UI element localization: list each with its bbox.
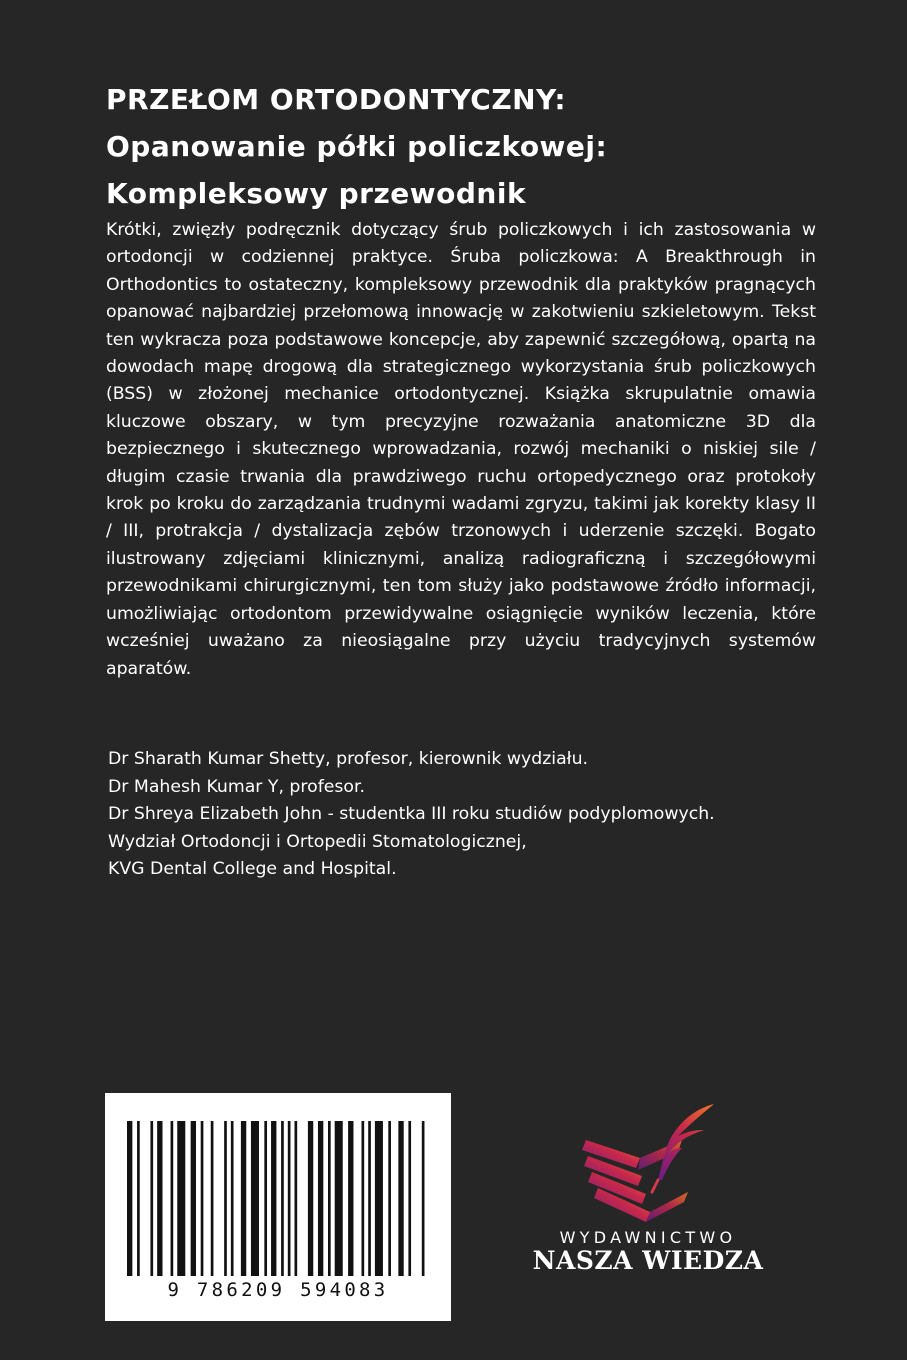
barcode-bar-29 bbox=[422, 1121, 425, 1276]
barcode-bar-23 bbox=[362, 1121, 365, 1276]
barcode-bar-13 bbox=[264, 1121, 267, 1276]
barcode-bar-17 bbox=[295, 1121, 298, 1276]
author-line-1: Dr Sharath Kumar Shetty, profesor, kierownik wydziału. bbox=[108, 749, 589, 769]
barcode-bar-1 bbox=[137, 1121, 140, 1276]
author-line-2: Dr Mahesh Kumar Y, profesor. bbox=[108, 776, 365, 797]
barcode-bar-14 bbox=[271, 1121, 276, 1276]
barcode-bar-16 bbox=[288, 1121, 291, 1276]
barcode-bar-18 bbox=[308, 1121, 313, 1276]
book-quill-icon bbox=[578, 1100, 718, 1225]
barcode-bar-21 bbox=[335, 1121, 343, 1276]
authors-block bbox=[108, 746, 808, 884]
barcode-bar-19 bbox=[318, 1121, 323, 1276]
barcode-bar-3 bbox=[157, 1121, 162, 1276]
barcode-bar-11 bbox=[241, 1121, 246, 1276]
publisher-logo bbox=[528, 1100, 768, 1290]
barcode-bar-28 bbox=[408, 1121, 411, 1276]
barcode-bar-8 bbox=[211, 1121, 214, 1276]
barcode-bar-26 bbox=[388, 1121, 391, 1276]
book-description: Krótki, zwięzły podręcznik dotyczący śrub policzkowych i ich zastosowania w ortodoncji w codziennej praktyce. Śruba policzkowa: A Breakthrough in Orthodontics to ostateczny, kompleksowy przewodnik dla praktyków pragnących opanować najbardziej przełomową innowację w zakotwieniu szkieletowym. Tekst ten wykracza poza podstawowe koncepcje, aby zapewnić szczegółową, opartą na dowodach mapę drogową dla strategicznego wykorzystania śrub policzkowych (BSS) w złożonej mechanice ortodontycznej. Książka skrupulatnie omawia kluczowe obszary, w tym precyzyjne rozważania anatomiczne 3D dla bezpiecznego i skutecznego wprowadzania, rozwój mechaniki o niskiej sile / długim czasie trwania dla prawdziwego ruchu ortopedycznego oraz protokoły krok po kroku do zarządzania trudnymi wadami zgryzu, takimi jak korekty klasy II / III, protrakcja / dystalizacja zębów trzonowych i uderzenie szczęki. Bogato ilustrowany zdjęciami klinicznymi, analizą radiograficzną i szczegółowymi przewodnikami chirurgicznymi, ten tom służy jako podstawowe źródło informacji, umożliwiając ortodontom przewidywalne osiągnięcie wyników leczenia, które wcześniej uważano za nieosiągalne przy użyciu tradycyjnych systemów aparatów. bbox=[106, 220, 816, 679]
barcode-bar-9 bbox=[224, 1121, 227, 1276]
barcode-bar-24 bbox=[368, 1121, 371, 1276]
barcode-bar-0 bbox=[127, 1121, 132, 1276]
title-line-3: Kompleksowy przewodnik bbox=[106, 177, 527, 210]
affiliation-line-2: KVG Dental College and Hospital. bbox=[108, 859, 397, 880]
barcode-bar-2 bbox=[150, 1121, 153, 1276]
barcode-bar-25 bbox=[375, 1121, 383, 1276]
title-line-1: PRZEŁOM ORTODONTYCZNY: bbox=[106, 83, 567, 116]
barcode-bar-22 bbox=[348, 1121, 353, 1276]
barcode-bar-15 bbox=[281, 1121, 284, 1276]
barcode-bar-27 bbox=[398, 1121, 403, 1276]
barcode-bar-4 bbox=[171, 1121, 174, 1276]
barcode-bar-20 bbox=[328, 1121, 331, 1276]
barcode-bar-5 bbox=[177, 1121, 185, 1276]
isbn-barcode bbox=[105, 1093, 451, 1321]
publisher-label: WYDAWNICTWO bbox=[559, 1228, 737, 1247]
author-line-3: Dr Shreya Elizabeth John - studentka III roku studiów podyplomowych. bbox=[108, 804, 715, 825]
isbn-number: 9 786209 594083 bbox=[167, 1279, 389, 1301]
publisher-name: NASZA WIEDZA bbox=[532, 1246, 764, 1275]
book-title bbox=[106, 76, 826, 217]
barcode-bar-12 bbox=[251, 1121, 259, 1276]
barcode-bar-10 bbox=[231, 1121, 234, 1276]
affiliation-line-1: Wydział Ortodoncji i Ortopedii Stomatologicznej, bbox=[108, 831, 527, 852]
barcode-bar-7 bbox=[201, 1121, 204, 1276]
title-line-2: Opanowanie półki policzkowej: bbox=[106, 130, 608, 163]
barcode-bar-6 bbox=[191, 1121, 196, 1276]
